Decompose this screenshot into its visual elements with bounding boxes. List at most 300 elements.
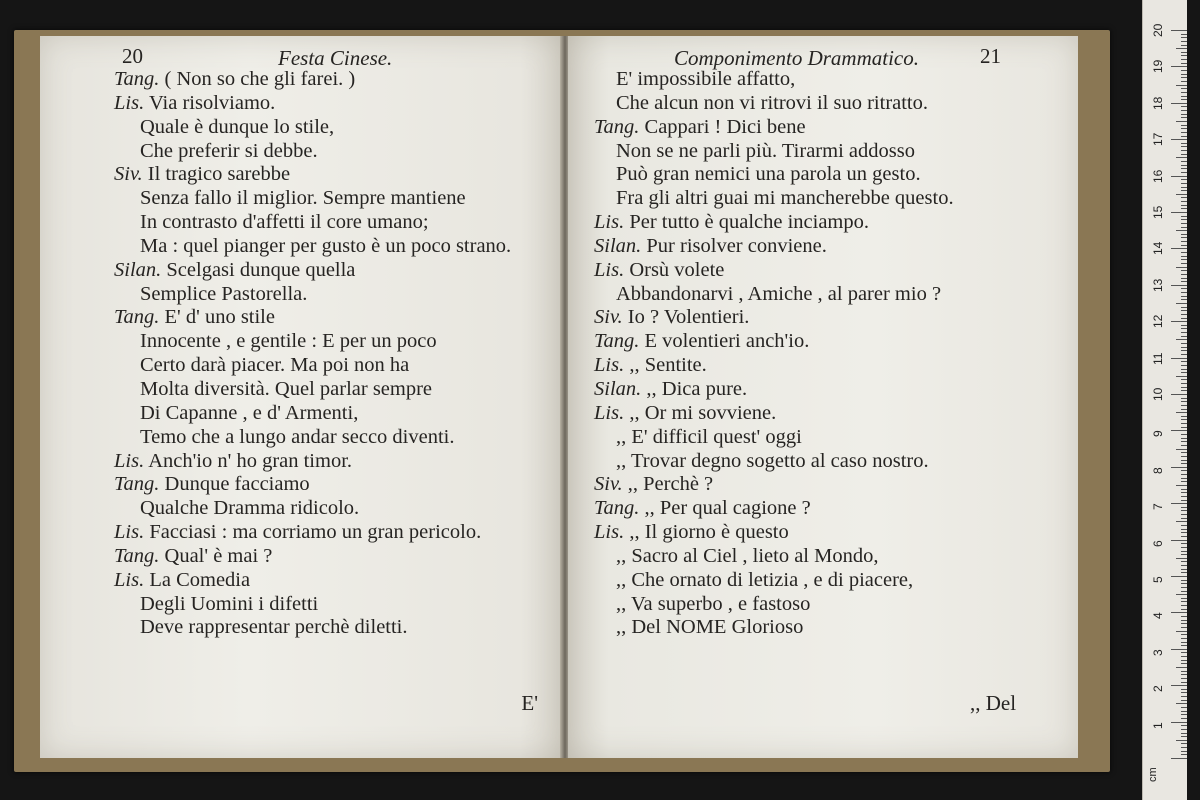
verse-line [40, 92, 562, 116]
ruler-cm-tick [1171, 285, 1187, 286]
ruler-mm-tick [1181, 591, 1187, 592]
ruler-mm-tick [1181, 678, 1187, 679]
ruler-cm-tick [1171, 685, 1187, 686]
ruler-mm-tick [1181, 143, 1187, 144]
ruler-mm-tick [1181, 190, 1187, 191]
ruler-mm-tick [1181, 696, 1187, 697]
ruler-mm-tick [1181, 296, 1187, 297]
ruler-mm-tick [1181, 434, 1187, 435]
ruler-mm-tick [1181, 470, 1187, 471]
ruler-mm-tick [1181, 63, 1187, 64]
ruler-number: 16 [1151, 169, 1165, 183]
verse-line [40, 593, 562, 617]
ruler-mm-tick [1181, 179, 1187, 180]
ruler-mm-tick [1181, 161, 1187, 162]
ruler-mm-tick [1176, 48, 1187, 49]
line-text: ,, Va superbo , e fastoso [616, 592, 811, 615]
line-text: ,, Sacro al Ciel , lieto al Mondo, [616, 544, 879, 567]
ruler-mm-tick [1181, 41, 1187, 42]
ruler-mm-tick [1181, 292, 1187, 293]
line-text: ,, Dica pure. [646, 377, 748, 400]
ruler-mm-tick [1181, 154, 1187, 155]
ruler-mm-tick [1181, 70, 1187, 71]
left-page-text [40, 68, 562, 640]
ruler-number: 19 [1151, 60, 1165, 74]
ruler-mm-tick [1181, 725, 1187, 726]
ruler-mm-tick [1181, 117, 1187, 118]
ruler-mm-tick [1181, 419, 1187, 420]
verse-line [40, 283, 562, 307]
line-text: Deve rappresentar perchè diletti. [140, 616, 408, 639]
ruler-mm-tick [1181, 398, 1187, 399]
ruler-cm-tick [1171, 30, 1187, 31]
ruler-mm-tick [1181, 663, 1187, 664]
ruler-mm-tick [1181, 460, 1187, 461]
line-text: ,, Trovar degno sogetto al caso nostro. [616, 449, 929, 472]
ruler-cm-tick [1171, 612, 1187, 613]
ruler-mm-tick [1181, 270, 1187, 271]
ruler-mm-tick [1181, 219, 1187, 220]
ruler-mm-tick [1181, 445, 1187, 446]
ruler-mm-tick [1181, 55, 1187, 56]
ruler-mm-tick [1181, 580, 1187, 581]
line-text: Fra gli altri guai mi mancherebbe questo. [616, 187, 954, 210]
line-text: Può gran nemici una parola un gesto. [616, 163, 921, 186]
line-text: Via risolviamo. [148, 91, 276, 114]
right-page-text [568, 68, 1078, 640]
line-text: ,, Or mi sovviene. [629, 401, 777, 424]
verse-line [40, 68, 562, 92]
ruler-cm-tick [1171, 394, 1187, 395]
verse-line [568, 235, 1078, 259]
verse-line [40, 521, 562, 545]
ruler-cm-tick [1171, 321, 1187, 322]
ruler-cm-tick [1171, 722, 1187, 723]
ruler-mm-tick [1181, 616, 1187, 617]
ruler-cm-tick [1171, 758, 1187, 759]
speaker-name: Lis. [594, 211, 625, 234]
verse-line [568, 187, 1078, 211]
verse-line [40, 402, 562, 426]
ruler-mm-tick [1176, 303, 1187, 304]
ruler-mm-tick [1181, 427, 1187, 428]
line-text: E' impossibile affatto, [616, 68, 796, 90]
ruler-mm-tick [1181, 554, 1187, 555]
ruler-number: 13 [1151, 278, 1165, 292]
ruler-mm-tick [1181, 711, 1187, 712]
verse-line [568, 616, 1078, 640]
speaker-name: Tang. [594, 497, 640, 520]
ruler-mm-tick [1181, 733, 1187, 734]
ruler-mm-tick [1176, 558, 1187, 559]
speaker-name: Tang. [594, 330, 640, 353]
ruler-cm-tick [1171, 358, 1187, 359]
ruler-mm-tick [1181, 168, 1187, 169]
line-text: Quale è dunque lo stile, [140, 115, 335, 138]
ruler-cm-tick [1171, 430, 1187, 431]
ruler-mm-tick [1181, 361, 1187, 362]
speaker-name: Tang. [114, 306, 160, 329]
left-catchword: E' [521, 691, 538, 715]
ruler-mm-tick [1181, 736, 1187, 737]
line-text: Anch'io n' ho gran timor. [148, 449, 353, 472]
ruler-mm-tick [1181, 692, 1187, 693]
line-text: Semplice Pastorella. [140, 282, 308, 305]
verse-line [568, 593, 1078, 617]
ruler-mm-tick [1181, 601, 1187, 602]
ruler-mm-tick [1181, 114, 1187, 115]
ruler-mm-tick [1181, 347, 1187, 348]
verse-line [568, 140, 1078, 164]
line-text: Scelgasi dunque quella [166, 258, 356, 281]
ruler-mm-tick [1181, 518, 1187, 519]
ruler-mm-tick [1181, 682, 1187, 683]
line-text: ,, Perchè ? [627, 473, 714, 496]
ruler-mm-tick [1181, 74, 1187, 75]
ruler-mm-tick [1181, 201, 1187, 202]
ruler-mm-tick [1181, 529, 1187, 530]
ruler-mm-tick [1181, 387, 1187, 388]
line-text: ( Non so che gli farei. ) [164, 68, 356, 90]
ruler-mm-tick [1181, 288, 1187, 289]
speaker-name: Tang. [114, 473, 160, 496]
verse-line [40, 163, 562, 187]
verse-line [568, 473, 1078, 497]
verse-line [568, 545, 1078, 569]
ruler-mm-tick [1181, 561, 1187, 562]
left-page-number: 20 [122, 44, 143, 68]
ruler-number: 5 [1151, 576, 1165, 583]
line-text: Il tragico sarebbe [147, 163, 291, 186]
ruler-mm-tick [1181, 551, 1187, 552]
ruler-mm-tick [1176, 157, 1187, 158]
ruler-mm-tick [1181, 390, 1187, 391]
ruler-number: 9 [1151, 430, 1165, 438]
verse-line [40, 426, 562, 450]
ruler-mm-tick [1181, 638, 1187, 639]
right-running-head: Componimento Drammatico. [674, 46, 919, 70]
ruler-mm-tick [1181, 136, 1187, 137]
verse-line [40, 330, 562, 354]
verse-line [40, 306, 562, 330]
verse-line [40, 616, 562, 640]
ruler-mm-tick [1181, 729, 1187, 730]
ruler-mm-tick [1181, 572, 1187, 573]
verse-line [568, 283, 1078, 307]
ruler-mm-tick [1181, 310, 1187, 311]
line-text: Abbandonarvi , Amiche , al parer mio ? [616, 282, 942, 305]
ruler-mm-tick [1181, 336, 1187, 337]
line-text: Temo che a lungo andar secco diventi. [140, 425, 455, 448]
line-text: Dunque facciamo [164, 473, 310, 496]
ruler-mm-tick [1181, 92, 1187, 93]
ruler-mm-tick [1176, 339, 1187, 340]
ruler-mm-tick [1181, 197, 1187, 198]
ruler-mm-tick [1176, 412, 1187, 413]
ruler-mm-tick [1181, 216, 1187, 217]
line-text: Ma : quel pianger per gusto è un poco strano. [140, 234, 512, 257]
verse-line [40, 354, 562, 378]
ruler-mm-tick [1181, 609, 1187, 610]
ruler-cm-tick [1171, 503, 1187, 504]
line-text: Qualche Dramma ridicolo. [140, 497, 360, 520]
ruler-mm-tick [1181, 463, 1187, 464]
verse-line [40, 116, 562, 140]
ruler-mm-tick [1181, 642, 1187, 643]
ruler-mm-tick [1181, 536, 1187, 537]
ruler-number: 14 [1151, 242, 1165, 256]
ruler-mm-tick [1181, 183, 1187, 184]
verse-line [568, 116, 1078, 140]
ruler-mm-tick [1181, 456, 1187, 457]
ruler-cm-tick [1171, 248, 1187, 249]
verse-line [40, 211, 562, 235]
line-text: Senza fallo il miglior. Sempre mantiene [140, 187, 466, 210]
ruler-mm-tick [1181, 237, 1187, 238]
speaker-name: Silan. [594, 377, 642, 400]
ruler-mm-tick [1181, 587, 1187, 588]
ruler-mm-tick [1181, 99, 1187, 100]
ruler-mm-tick [1181, 496, 1187, 497]
line-text: Non se ne parli più. Tirarmi addosso [616, 139, 915, 162]
ruler-mm-tick [1181, 605, 1187, 606]
ruler-cm-tick [1171, 649, 1187, 650]
ruler-mm-tick [1181, 332, 1187, 333]
verse-line [40, 497, 562, 521]
ruler-mm-tick [1181, 714, 1187, 715]
ruler-mm-tick [1181, 620, 1187, 621]
ruler-mm-tick [1181, 245, 1187, 246]
verse-line [40, 378, 562, 402]
ruler-mm-tick [1181, 645, 1187, 646]
ruler-mm-tick [1181, 569, 1187, 570]
ruler-mm-tick [1176, 85, 1187, 86]
ruler-mm-tick [1181, 259, 1187, 260]
ruler-mm-tick [1181, 110, 1187, 111]
speaker-name: Lis. [114, 568, 145, 591]
speaker-name: Tang. [114, 544, 160, 567]
ruler-mm-tick [1181, 481, 1187, 482]
ruler-mm-tick [1181, 660, 1187, 661]
ruler-mm-tick [1181, 354, 1187, 355]
left-running-head: Festa Cinese. [278, 46, 393, 70]
ruler-number: 15 [1151, 205, 1165, 219]
ruler-mm-tick [1181, 318, 1187, 319]
speaker-name: Silan. [594, 234, 642, 257]
ruler-mm-tick [1181, 452, 1187, 453]
ruler-mm-tick [1181, 583, 1187, 584]
ruler-mm-tick [1181, 627, 1187, 628]
ruler-mm-tick [1181, 652, 1187, 653]
ruler-mm-tick [1181, 689, 1187, 690]
line-text: La Comedia [149, 568, 251, 591]
speaker-name: Silan. [114, 258, 162, 281]
ruler-mm-tick [1181, 707, 1187, 708]
line-text: ,, Del NOME Glorioso [616, 616, 804, 639]
ruler-mm-tick [1176, 667, 1187, 668]
line-text: Certo darà piacer. Ma poi non ha [140, 354, 410, 377]
ruler-number: 6 [1151, 539, 1165, 547]
ruler-mm-tick [1181, 81, 1187, 82]
ruler-mm-tick [1181, 299, 1187, 300]
ruler-mm-tick [1181, 598, 1187, 599]
verse-line [568, 330, 1078, 354]
ruler-mm-tick [1176, 485, 1187, 486]
ruler-mm-tick [1181, 150, 1187, 151]
ruler-unit: cm [1147, 767, 1159, 782]
speaker-name: Lis. [114, 449, 145, 472]
ruler-mm-tick [1181, 328, 1187, 329]
line-text: Degli Uomini i difetti [140, 592, 319, 615]
ruler-mm-tick [1181, 500, 1187, 501]
ruler-mm-tick [1181, 241, 1187, 242]
ruler-mm-tick [1181, 208, 1187, 209]
ruler-cm-tick [1171, 540, 1187, 541]
ruler-mm-tick [1181, 187, 1187, 188]
ruler-mm-tick [1181, 132, 1187, 133]
line-text: Molta diversità. Quel parlar sempre [140, 377, 433, 400]
verse-line [568, 211, 1078, 235]
speaker-name: Tang. [594, 115, 640, 138]
ruler-mm-tick [1181, 125, 1187, 126]
ruler-mm-tick [1181, 743, 1187, 744]
ruler-number: 8 [1151, 467, 1165, 474]
ruler-cm-tick [1171, 467, 1187, 468]
line-text: Qual' è mai ? [164, 544, 273, 567]
speaker-name: Lis. [594, 354, 625, 377]
ruler-mm-tick [1181, 372, 1187, 373]
ruler-number: 4 [1151, 612, 1165, 620]
ruler-mm-tick [1181, 278, 1187, 279]
ruler-mm-tick [1181, 365, 1187, 366]
ruler-mm-tick [1181, 263, 1187, 264]
verse-line [568, 569, 1078, 593]
ruler-mm-tick [1181, 423, 1187, 424]
ruler-mm-tick [1181, 37, 1187, 38]
ruler-mm-tick [1176, 703, 1187, 704]
ruler-mm-tick [1181, 671, 1187, 672]
speaker-name: Lis. [594, 258, 625, 281]
ruler-mm-tick [1176, 449, 1187, 450]
line-text: E' d' uno stile [164, 306, 275, 329]
ruler-mm-tick [1176, 594, 1187, 595]
line-text: Cappari ! Dici bene [644, 115, 806, 138]
right-page [568, 36, 1078, 758]
ruler-cm-tick [1171, 66, 1187, 67]
ruler-mm-tick [1181, 88, 1187, 89]
ruler-mm-tick [1181, 252, 1187, 253]
ruler-mm-tick [1181, 514, 1187, 515]
ruler-mm-tick [1181, 489, 1187, 490]
ruler-mm-tick [1181, 441, 1187, 442]
ruler-mm-tick [1181, 325, 1187, 326]
ruler-mm-tick [1181, 52, 1187, 53]
ruler-mm-tick [1181, 281, 1187, 282]
ruler-cm-tick [1171, 176, 1187, 177]
ruler-mm-tick [1181, 547, 1187, 548]
ruler-number: 11 [1151, 352, 1165, 365]
ruler-mm-tick [1176, 194, 1187, 195]
ruler-mm-tick [1181, 223, 1187, 224]
line-text: Per tutto è qualche inciampo. [629, 211, 869, 234]
verse-line [568, 521, 1078, 545]
speaker-name: Lis. [114, 91, 145, 114]
ruler-mm-tick [1181, 474, 1187, 475]
ruler-mm-tick [1181, 205, 1187, 206]
ruler-mm-tick [1181, 747, 1187, 748]
ruler-cm-tick [1171, 103, 1187, 104]
verse-line [40, 187, 562, 211]
ruler-mm-tick [1176, 521, 1187, 522]
ruler-mm-tick [1181, 350, 1187, 351]
verse-line [568, 450, 1078, 474]
ruler-mm-tick [1181, 172, 1187, 173]
line-text: ,, E' difficil quest' oggi [616, 425, 802, 448]
ruler-number: 2 [1151, 685, 1165, 693]
line-text: E volentieri anch'io. [644, 330, 810, 353]
ruler-mm-tick [1181, 438, 1187, 439]
right-catchword: ,, Del [970, 691, 1017, 715]
ruler-mm-tick [1181, 754, 1187, 755]
verse-line [40, 140, 562, 164]
line-text: ,, Che ornato di letizia , e di piacere, [616, 568, 914, 591]
ruler-mm-tick [1181, 343, 1187, 344]
ruler-mm-tick [1181, 543, 1187, 544]
speaker-name: Siv. [594, 473, 623, 496]
ruler-number: 7 [1151, 503, 1165, 511]
ruler-mm-tick [1181, 718, 1187, 719]
speaker-name: Lis. [594, 521, 625, 544]
ruler-mm-tick [1181, 510, 1187, 511]
line-text: Che preferir si debbe. [140, 139, 318, 162]
verse-line [40, 450, 562, 474]
line-text: ,, Sentite. [629, 354, 707, 377]
ruler-number: 10 [1151, 387, 1165, 401]
ruler-number: 12 [1151, 314, 1165, 329]
ruler-number: 3 [1151, 649, 1165, 656]
verse-line [40, 259, 562, 283]
verse-line [40, 235, 562, 259]
verse-line [568, 92, 1078, 116]
line-text: Pur risolver conviene. [646, 234, 827, 257]
ruler-cm-tick [1171, 576, 1187, 577]
verse-line [568, 306, 1078, 330]
ruler-number: 17 [1151, 132, 1165, 147]
line-text: In contrasto d'affetti il core umano; [140, 211, 429, 234]
line-text: Orsù volete [629, 258, 725, 281]
ruler-mm-tick [1181, 405, 1187, 406]
verse-line [568, 163, 1078, 187]
verse-line [40, 473, 562, 497]
right-page-number: 21 [980, 44, 1001, 68]
ruler-mm-tick [1181, 409, 1187, 410]
ruler-mm-tick [1181, 532, 1187, 533]
verse-line [40, 569, 562, 593]
ruler-mm-tick [1181, 700, 1187, 701]
ruler-cm-tick [1171, 212, 1187, 213]
verse-line [568, 259, 1078, 283]
line-text: ,, Per qual cagione ? [644, 497, 811, 520]
ruler-mm-tick [1181, 634, 1187, 635]
ruler-mm-tick [1176, 230, 1187, 231]
verse-line [40, 545, 562, 569]
speaker-name: Siv. [114, 163, 143, 186]
ruler-mm-tick [1181, 565, 1187, 566]
ruler-mm-tick [1181, 307, 1187, 308]
ruler-mm-tick [1181, 478, 1187, 479]
ruler-mm-tick [1176, 631, 1187, 632]
speaker-name: Tang. [114, 68, 160, 90]
